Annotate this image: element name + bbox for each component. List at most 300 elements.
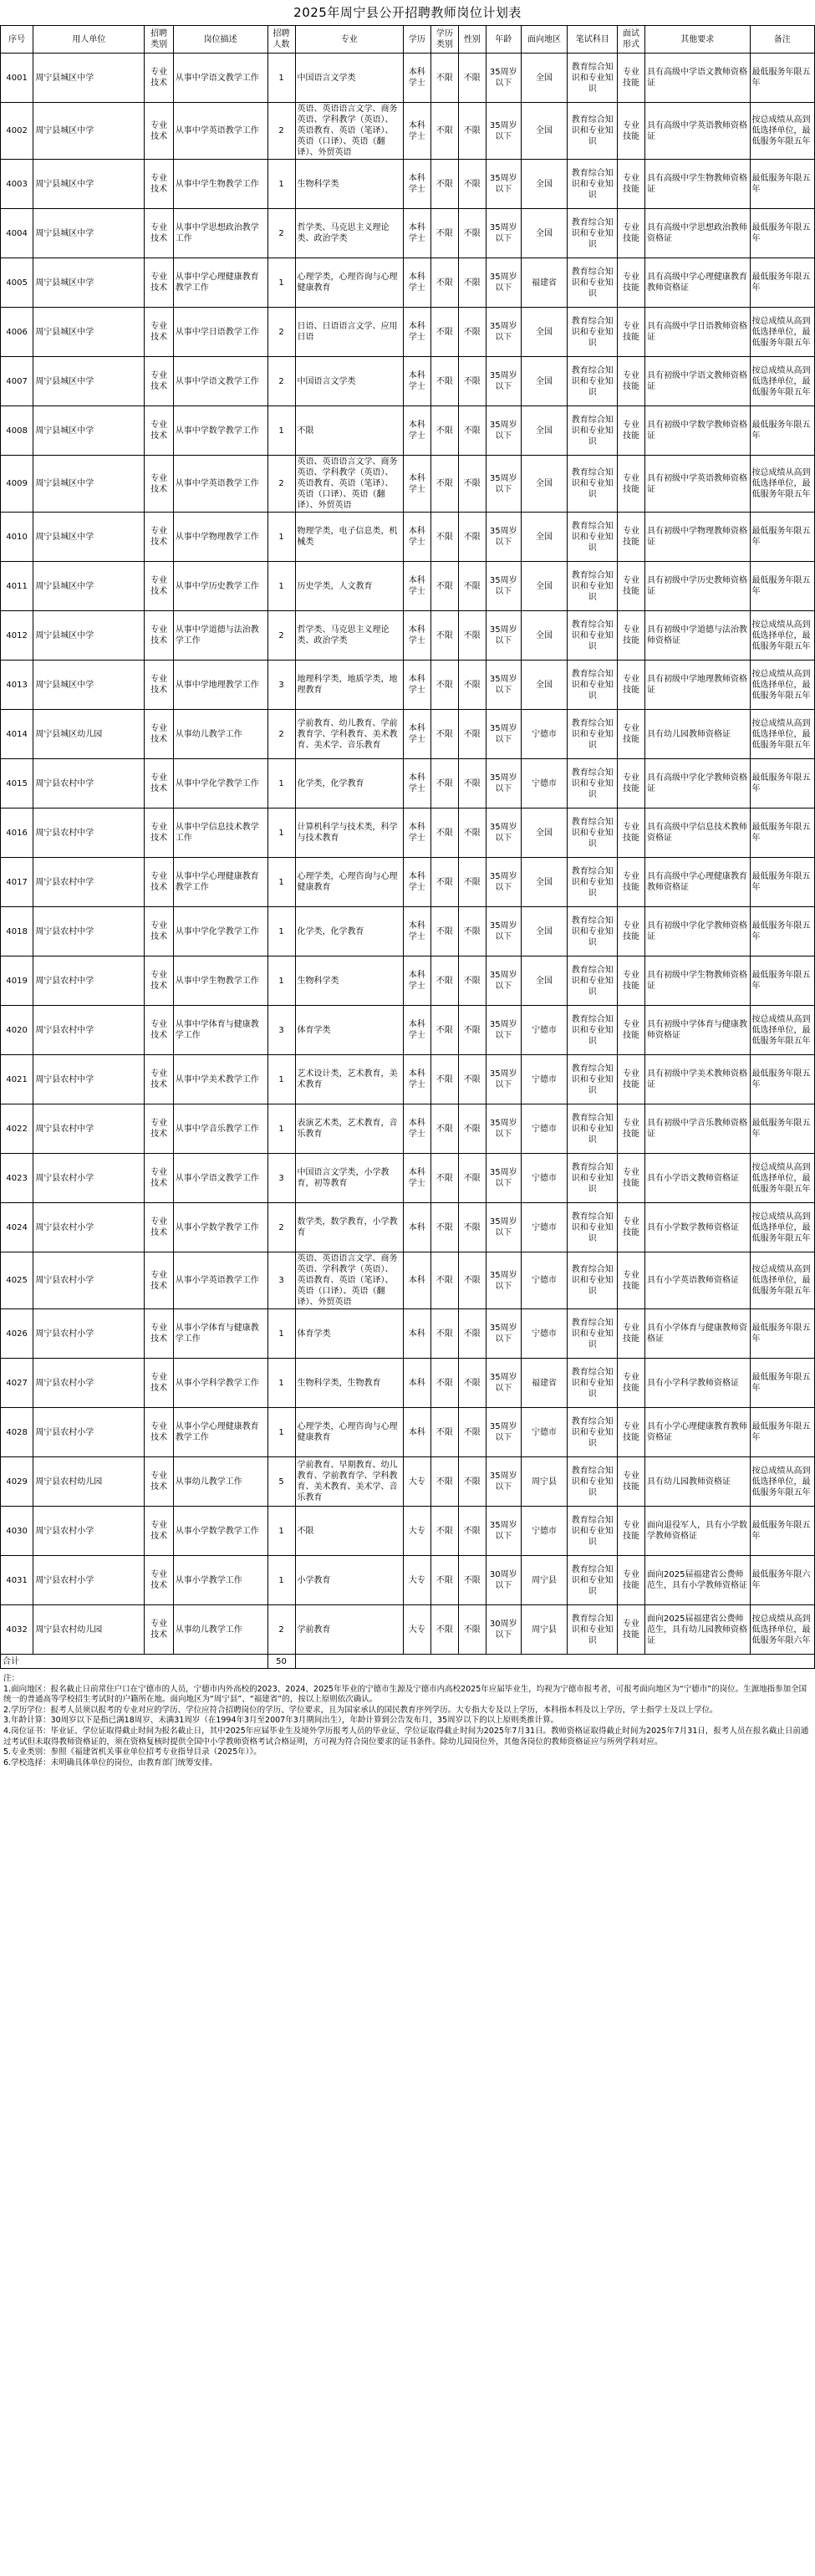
cell-gender: 不限: [458, 160, 486, 209]
cell-age: 35周岁以下: [486, 1359, 521, 1408]
cell-education: 本科学士: [403, 513, 430, 562]
cell-major: 生物科学类: [295, 160, 403, 209]
cell-unit: 周宁县农村中学: [33, 809, 145, 858]
cell-gender: 不限: [458, 1154, 486, 1203]
cell-edu-type: 不限: [430, 160, 458, 209]
cell-category: 专业技术: [145, 406, 173, 456]
page-title: 2025年周宁县公开招聘教师岗位计划表: [293, 5, 522, 20]
cell-age: 30周岁以下: [486, 1556, 521, 1605]
cell-interview: 专业技能: [618, 809, 645, 858]
cell-description: 从事中学英语教学工作: [173, 103, 267, 160]
cell-category: 专业技术: [145, 209, 173, 258]
cell-major: 哲学类、马克思主义理论类、政治学类: [295, 611, 403, 661]
cell-education: 本科学士: [403, 258, 430, 308]
cell-gender: 不限: [458, 661, 486, 710]
cell-unit: 周宁县农村中学: [33, 858, 145, 907]
table-row: [1, 1408, 815, 1457]
table-row: [1, 1359, 815, 1408]
cell-count: 1: [267, 562, 295, 611]
cell-unit: 周宁县农村幼儿园: [33, 1457, 145, 1507]
cell-education: 本科学士: [403, 1154, 430, 1203]
cell-category: 专业技术: [145, 562, 173, 611]
cell-exam: 教育综合知识和专业知识: [568, 160, 618, 209]
cell-major: 体育学类: [295, 1309, 403, 1359]
header-col-unit: 用人单位: [33, 26, 145, 54]
cell-age: 35周岁以下: [486, 513, 521, 562]
table-row: [1, 160, 815, 209]
cell-edu-type: 不限: [430, 1359, 458, 1408]
cell-count: 1: [267, 759, 295, 809]
cell-region: 全国: [521, 209, 568, 258]
cell-gender: 不限: [458, 562, 486, 611]
cell-description: 从事中学心理健康教育教学工作: [173, 858, 267, 907]
cell-gender: 不限: [458, 907, 486, 956]
cell-interview: 专业技能: [618, 1203, 645, 1252]
cell-age: 35周岁以下: [486, 406, 521, 456]
table-row: [1, 1203, 815, 1252]
cell-category: 专业技术: [145, 1154, 173, 1203]
cell-age: 35周岁以下: [486, 1104, 521, 1154]
cell-age: 35周岁以下: [486, 1055, 521, 1104]
cell-major: 中国语言文学类，小学教育，初等教育: [295, 1154, 403, 1203]
cell-major: 生物科学类，生物教育: [295, 1359, 403, 1408]
cell-region: 全国: [521, 611, 568, 661]
cell-exam: 教育综合知识和专业知识: [568, 406, 618, 456]
header-col-interview: 面试形式: [618, 26, 645, 54]
cell-remarks: 按总成绩从高到低选择单位，最低服务年限五年: [750, 1203, 814, 1252]
table-row: [1, 1457, 815, 1507]
table-row: [1, 258, 815, 308]
cell-age: 35周岁以下: [486, 1006, 521, 1055]
cell-seq: 4029: [1, 1457, 33, 1507]
cell-seq: 4028: [1, 1408, 33, 1457]
cell-region: 宁德市: [521, 1203, 568, 1252]
cell-region: 福建省: [521, 1359, 568, 1408]
cell-remarks: 最低服务年限五年: [750, 1359, 814, 1408]
cell-major: 小学教育: [295, 1556, 403, 1605]
cell-unit: 周宁县城区中学: [33, 562, 145, 611]
cell-requirements: 具有小学语文教师资格证: [645, 1154, 751, 1203]
cell-region: 宁德市: [521, 1055, 568, 1104]
table-row: [1, 456, 815, 513]
cell-category: 专业技术: [145, 1203, 173, 1252]
cell-exam: 教育综合知识和专业知识: [568, 1104, 618, 1154]
cell-gender: 不限: [458, 54, 486, 103]
cell-major: 物理学类，电子信息类，机械类: [295, 513, 403, 562]
cell-major: 中国语言文学类: [295, 357, 403, 406]
cell-interview: 专业技能: [618, 1154, 645, 1203]
cell-requirements: 具有高级中学语文教师资格证: [645, 54, 751, 103]
cell-unit: 周宁县城区中学: [33, 456, 145, 513]
cell-seq: 4002: [1, 103, 33, 160]
cell-major: 生物科学类: [295, 956, 403, 1006]
cell-region: 宁德市: [521, 1309, 568, 1359]
cell-region: 宁德市: [521, 1154, 568, 1203]
cell-edu-type: 不限: [430, 308, 458, 357]
cell-age: 35周岁以下: [486, 1309, 521, 1359]
cell-seq: 4003: [1, 160, 33, 209]
cell-category: 专业技术: [145, 1507, 173, 1556]
cell-exam: 教育综合知识和专业知识: [568, 1055, 618, 1104]
cell-unit: 周宁县农村幼儿园: [33, 1605, 145, 1655]
cell-seq: 4025: [1, 1252, 33, 1309]
cell-region: 全国: [521, 907, 568, 956]
cell-description: 从事中学道德与法治教学工作: [173, 611, 267, 661]
cell-education: 本科学士: [403, 858, 430, 907]
cell-unit: 周宁县城区中学: [33, 513, 145, 562]
cell-age: 35周岁以下: [486, 258, 521, 308]
cell-exam: 教育综合知识和专业知识: [568, 1556, 618, 1605]
cell-category: 专业技术: [145, 513, 173, 562]
cell-unit: 周宁县城区中学: [33, 103, 145, 160]
cell-age: 35周岁以下: [486, 562, 521, 611]
cell-count: 1: [267, 160, 295, 209]
cell-edu-type: 不限: [430, 1605, 458, 1655]
cell-edu-type: 不限: [430, 103, 458, 160]
cell-category: 专业技术: [145, 1006, 173, 1055]
cell-education: 本科学士: [403, 611, 430, 661]
cell-edu-type: 不限: [430, 809, 458, 858]
cell-region: 宁德市: [521, 710, 568, 759]
cell-requirements: 具有初级中学数学教师资格证: [645, 406, 751, 456]
cell-interview: 专业技能: [618, 258, 645, 308]
cell-count: 1: [267, 1507, 295, 1556]
cell-count: 2: [267, 710, 295, 759]
cell-region: 宁德市: [521, 1006, 568, 1055]
cell-region: 宁德市: [521, 1408, 568, 1457]
cell-exam: 教育综合知识和专业知识: [568, 1605, 618, 1655]
cell-count: 2: [267, 103, 295, 160]
cell-exam: 教育综合知识和专业知识: [568, 1507, 618, 1556]
cell-edu-type: 不限: [430, 1408, 458, 1457]
cell-region: 宁德市: [521, 759, 568, 809]
cell-count: 2: [267, 308, 295, 357]
cell-unit: 周宁县农村小学: [33, 1408, 145, 1457]
cell-education: 本科学士: [403, 907, 430, 956]
cell-category: 专业技术: [145, 907, 173, 956]
cell-count: 1: [267, 54, 295, 103]
cell-major: 英语、英语语言文学、商务英语、学科教学（英语）、英语教育、英语（笔译）、英语（口译）、英语（翻译）、外贸英语: [295, 103, 403, 160]
cell-seq: 4032: [1, 1605, 33, 1655]
cell-edu-type: 不限: [430, 759, 458, 809]
cell-major: 心理学类，心理咨询与心理健康教育: [295, 258, 403, 308]
cell-interview: 专业技能: [618, 54, 645, 103]
cell-region: 周宁县: [521, 1605, 568, 1655]
cell-edu-type: 不限: [430, 1104, 458, 1154]
cell-remarks: 最低服务年限五年: [750, 1408, 814, 1457]
table-row: [1, 1556, 815, 1605]
note-line: 注：: [3, 1674, 20, 1683]
cell-edu-type: 不限: [430, 710, 458, 759]
cell-interview: 专业技能: [618, 1507, 645, 1556]
cell-description: 从事中学体育与健康教学工作: [173, 1006, 267, 1055]
cell-count: 2: [267, 1605, 295, 1655]
cell-requirements: 具有初级中学体育与健康教师资格证: [645, 1006, 751, 1055]
table-row: [1, 1252, 815, 1309]
cell-category: 专业技术: [145, 1252, 173, 1309]
cell-major: 历史学类，人文教育: [295, 562, 403, 611]
cell-education: 本科学士: [403, 1104, 430, 1154]
cell-region: 全国: [521, 456, 568, 513]
cell-unit: 周宁县农村中学: [33, 759, 145, 809]
cell-description: 从事中学音乐教学工作: [173, 1104, 267, 1154]
cell-region: 宁德市: [521, 1104, 568, 1154]
cell-interview: 专业技能: [618, 1252, 645, 1309]
cell-count: 2: [267, 357, 295, 406]
cell-unit: 周宁县农村小学: [33, 1252, 145, 1309]
cell-unit: 周宁县城区中学: [33, 308, 145, 357]
cell-major: 心理学类，心理咨询与心理健康教育: [295, 858, 403, 907]
cell-edu-type: 不限: [430, 513, 458, 562]
cell-age: 35周岁以下: [486, 209, 521, 258]
cell-region: 全国: [521, 858, 568, 907]
cell-remarks: 按总成绩从高到低选择单位，最低服务年限五年: [750, 103, 814, 160]
cell-exam: 教育综合知识和专业知识: [568, 1309, 618, 1359]
cell-count: 5: [267, 1457, 295, 1507]
cell-exam: 教育综合知识和专业知识: [568, 661, 618, 710]
cell-count: 3: [267, 1006, 295, 1055]
cell-remarks: 最低服务年限五年: [750, 406, 814, 456]
cell-exam: 教育综合知识和专业知识: [568, 209, 618, 258]
cell-unit: 周宁县农村中学: [33, 1006, 145, 1055]
table-row: [1, 809, 815, 858]
cell-gender: 不限: [458, 1309, 486, 1359]
cell-remarks: 最低服务年限五年: [750, 858, 814, 907]
cell-region: 全国: [521, 103, 568, 160]
cell-unit: 周宁县农村小学: [33, 1507, 145, 1556]
table-row: [1, 661, 815, 710]
cell-gender: 不限: [458, 1104, 486, 1154]
table-row: [1, 308, 815, 357]
cell-age: 35周岁以下: [486, 1408, 521, 1457]
table-row: [1, 103, 815, 160]
cell-age: 35周岁以下: [486, 54, 521, 103]
cell-gender: 不限: [458, 1055, 486, 1104]
cell-exam: 教育综合知识和专业知识: [568, 1203, 618, 1252]
cell-count: 1: [267, 1408, 295, 1457]
cell-region: 全国: [521, 661, 568, 710]
cell-gender: 不限: [458, 1457, 486, 1507]
table-row: [1, 357, 815, 406]
cell-remarks: 按总成绩从高到低选择单位，最低服务年限五年: [750, 1154, 814, 1203]
cell-interview: 专业技能: [618, 1104, 645, 1154]
cell-edu-type: 不限: [430, 661, 458, 710]
cell-description: 从事小学心理健康教育教学工作: [173, 1408, 267, 1457]
cell-category: 专业技术: [145, 1055, 173, 1104]
cell-requirements: 具有幼儿园教师资格证: [645, 710, 751, 759]
table-row: [1, 611, 815, 661]
cell-remarks: 最低服务年限五年: [750, 54, 814, 103]
cell-interview: 专业技能: [618, 406, 645, 456]
cell-age: 35周岁以下: [486, 809, 521, 858]
cell-region: 宁德市: [521, 1252, 568, 1309]
cell-category: 专业技术: [145, 956, 173, 1006]
cell-remarks: 按总成绩从高到低选择单位，最低服务年限五年: [750, 1457, 814, 1507]
cell-count: 2: [267, 209, 295, 258]
cell-category: 专业技术: [145, 1556, 173, 1605]
cell-count: 3: [267, 661, 295, 710]
cell-requirements: 面向2025届福建省公费师范生，具有幼儿园教师资格证: [645, 1605, 751, 1655]
cell-education: 本科: [403, 1252, 430, 1309]
cell-education: 大专: [403, 1457, 430, 1507]
cell-requirements: 具有初级中学英语教师资格证: [645, 456, 751, 513]
cell-region: 全国: [521, 160, 568, 209]
cell-description: 从事中学数学教学工作: [173, 406, 267, 456]
cell-description: 从事中学生物教学工作: [173, 956, 267, 1006]
cell-description: 从事中学语文教学工作: [173, 54, 267, 103]
cell-gender: 不限: [458, 1556, 486, 1605]
cell-gender: 不限: [458, 308, 486, 357]
cell-education: 本科学士: [403, 308, 430, 357]
cell-remarks: 最低服务年限五年: [750, 1104, 814, 1154]
cell-education: 本科: [403, 1309, 430, 1359]
cell-description: 从事小学体育与健康教学工作: [173, 1309, 267, 1359]
cell-gender: 不限: [458, 759, 486, 809]
cell-category: 专业技术: [145, 1457, 173, 1507]
cell-remarks: 最低服务年限五年: [750, 809, 814, 858]
cell-interview: 专业技能: [618, 562, 645, 611]
table-row: [1, 1006, 815, 1055]
cell-requirements: 具有初级中学历史教师资格证: [645, 562, 751, 611]
cell-unit: 周宁县城区幼儿园: [33, 710, 145, 759]
table-row: [1, 562, 815, 611]
cell-unit: 周宁县城区中学: [33, 160, 145, 209]
cell-remarks: 最低服务年限五年: [750, 562, 814, 611]
cell-major: 日语、日语语言文学、应用日语: [295, 308, 403, 357]
cell-unit: 周宁县城区中学: [33, 209, 145, 258]
cell-major: 学前教育、幼儿教育、学前教育学、学科教育、美术教育、美术学、音乐教育: [295, 710, 403, 759]
cell-education: 本科学士: [403, 661, 430, 710]
cell-description: 从事小学英语教学工作: [173, 1252, 267, 1309]
cell-gender: 不限: [458, 456, 486, 513]
cell-count: 1: [267, 809, 295, 858]
cell-interview: 专业技能: [618, 456, 645, 513]
cell-remarks: 最低服务年限五年: [750, 160, 814, 209]
header-col-exam: 笔试科目: [568, 26, 618, 54]
cell-gender: 不限: [458, 1605, 486, 1655]
cell-seq: 4006: [1, 308, 33, 357]
cell-region: 宁德市: [521, 1507, 568, 1556]
cell-education: 本科学士: [403, 209, 430, 258]
cell-exam: 教育综合知识和专业知识: [568, 562, 618, 611]
cell-remarks: 最低服务年限五年: [750, 1507, 814, 1556]
cell-seq: 4008: [1, 406, 33, 456]
cell-requirements: 具有高级中学心理健康教育教师资格证: [645, 258, 751, 308]
cell-requirements: 具有初级中学地理教师资格证: [645, 661, 751, 710]
cell-edu-type: 不限: [430, 1154, 458, 1203]
cell-exam: 教育综合知识和专业知识: [568, 907, 618, 956]
cell-exam: 教育综合知识和专业知识: [568, 759, 618, 809]
cell-education: 本科学士: [403, 406, 430, 456]
cell-education: 大专: [403, 1556, 430, 1605]
cell-gender: 不限: [458, 1507, 486, 1556]
cell-description: 从事中学思想政治教学工作: [173, 209, 267, 258]
cell-major: 哲学类、马克思主义理论类、政治学类: [295, 209, 403, 258]
cell-description: 从事中学英语教学工作: [173, 456, 267, 513]
cell-major: 中国语言文学类: [295, 54, 403, 103]
cell-remarks: 最低服务年限五年: [750, 1055, 814, 1104]
header-row: [1, 26, 815, 54]
cell-category: 专业技术: [145, 759, 173, 809]
cell-major: 学前教育: [295, 1605, 403, 1655]
cell-count: 3: [267, 1154, 295, 1203]
cell-requirements: 具有高级中学英语教师资格证: [645, 103, 751, 160]
cell-remarks: 按总成绩从高到低选择单位，最低服务年限五年: [750, 661, 814, 710]
cell-exam: 教育综合知识和专业知识: [568, 357, 618, 406]
total-label: 合计: [1, 1655, 268, 1669]
cell-exam: 教育综合知识和专业知识: [568, 809, 618, 858]
header-col-requirements: 其他要求: [645, 26, 751, 54]
cell-exam: 教育综合知识和专业知识: [568, 513, 618, 562]
cell-count: 2: [267, 1203, 295, 1252]
cell-description: 从事小学数学教学工作: [173, 1507, 267, 1556]
cell-seq: 4009: [1, 456, 33, 513]
cell-education: 本科学士: [403, 160, 430, 209]
cell-seq: 4030: [1, 1507, 33, 1556]
table-row: [1, 1309, 815, 1359]
note-line: 6.学校选择：未明确具体单位的岗位，由教育部门统筹安排。: [3, 1757, 218, 1767]
table-row: [1, 710, 815, 759]
cell-unit: 周宁县农村小学: [33, 1203, 145, 1252]
cell-unit: 周宁县农村小学: [33, 1154, 145, 1203]
cell-education: 本科: [403, 1359, 430, 1408]
cell-description: 从事中学地理教学工作: [173, 661, 267, 710]
cell-requirements: 具有小学英语教师资格证: [645, 1252, 751, 1309]
cell-interview: 专业技能: [618, 160, 645, 209]
cell-education: 本科学士: [403, 54, 430, 103]
cell-major: 英语、英语语言文学、商务英语、学科教学（英语）、英语教育、英语（笔译）、英语（口译）、英语（翻译）、外贸英语: [295, 1252, 403, 1309]
cell-category: 专业技术: [145, 1605, 173, 1655]
cell-exam: 教育综合知识和专业知识: [568, 956, 618, 1006]
cell-education: 本科: [403, 1408, 430, 1457]
cell-remarks: 按总成绩从高到低选择单位，最低服务年限五年: [750, 456, 814, 513]
cell-description: 从事幼儿教学工作: [173, 1605, 267, 1655]
cell-age: 35周岁以下: [486, 858, 521, 907]
cell-region: 全国: [521, 809, 568, 858]
cell-gender: 不限: [458, 406, 486, 456]
cell-count: 1: [267, 858, 295, 907]
cell-education: 本科学士: [403, 562, 430, 611]
cell-requirements: 面向退役军人，具有小学数学教师资格证: [645, 1507, 751, 1556]
table-row: [1, 406, 815, 456]
cell-count: 2: [267, 456, 295, 513]
cell-description: 从事小学科学教学工作: [173, 1359, 267, 1408]
cell-unit: 周宁县城区中学: [33, 611, 145, 661]
cell-gender: 不限: [458, 357, 486, 406]
cell-education: 本科学士: [403, 103, 430, 160]
cell-seq: 4024: [1, 1203, 33, 1252]
cell-edu-type: 不限: [430, 1252, 458, 1309]
cell-count: 1: [267, 406, 295, 456]
header-col-edu-type: 学历类别: [430, 26, 458, 54]
cell-category: 专业技术: [145, 710, 173, 759]
cell-region: 全国: [521, 956, 568, 1006]
cell-seq: 4012: [1, 611, 33, 661]
cell-requirements: 具有幼儿园教师资格证: [645, 1457, 751, 1507]
cell-gender: 不限: [458, 611, 486, 661]
cell-requirements: 具有初级中学语文教师资格证: [645, 357, 751, 406]
cell-age: 35周岁以下: [486, 1457, 521, 1507]
cell-interview: 专业技能: [618, 1457, 645, 1507]
cell-region: 全国: [521, 54, 568, 103]
cell-exam: 教育综合知识和专业知识: [568, 1252, 618, 1309]
cell-gender: 不限: [458, 809, 486, 858]
cell-description: 从事中学语文教学工作: [173, 357, 267, 406]
cell-requirements: 具有初级中学美术教师资格证: [645, 1055, 751, 1104]
cell-remarks: 按总成绩从高到低选择单位，最低服务年限五年: [750, 611, 814, 661]
note-line: 5.专业类别：参照《福建省机关事业单位招考专业指导目录（2025年）》。: [3, 1747, 262, 1757]
header-col-region: 面向地区: [521, 26, 568, 54]
